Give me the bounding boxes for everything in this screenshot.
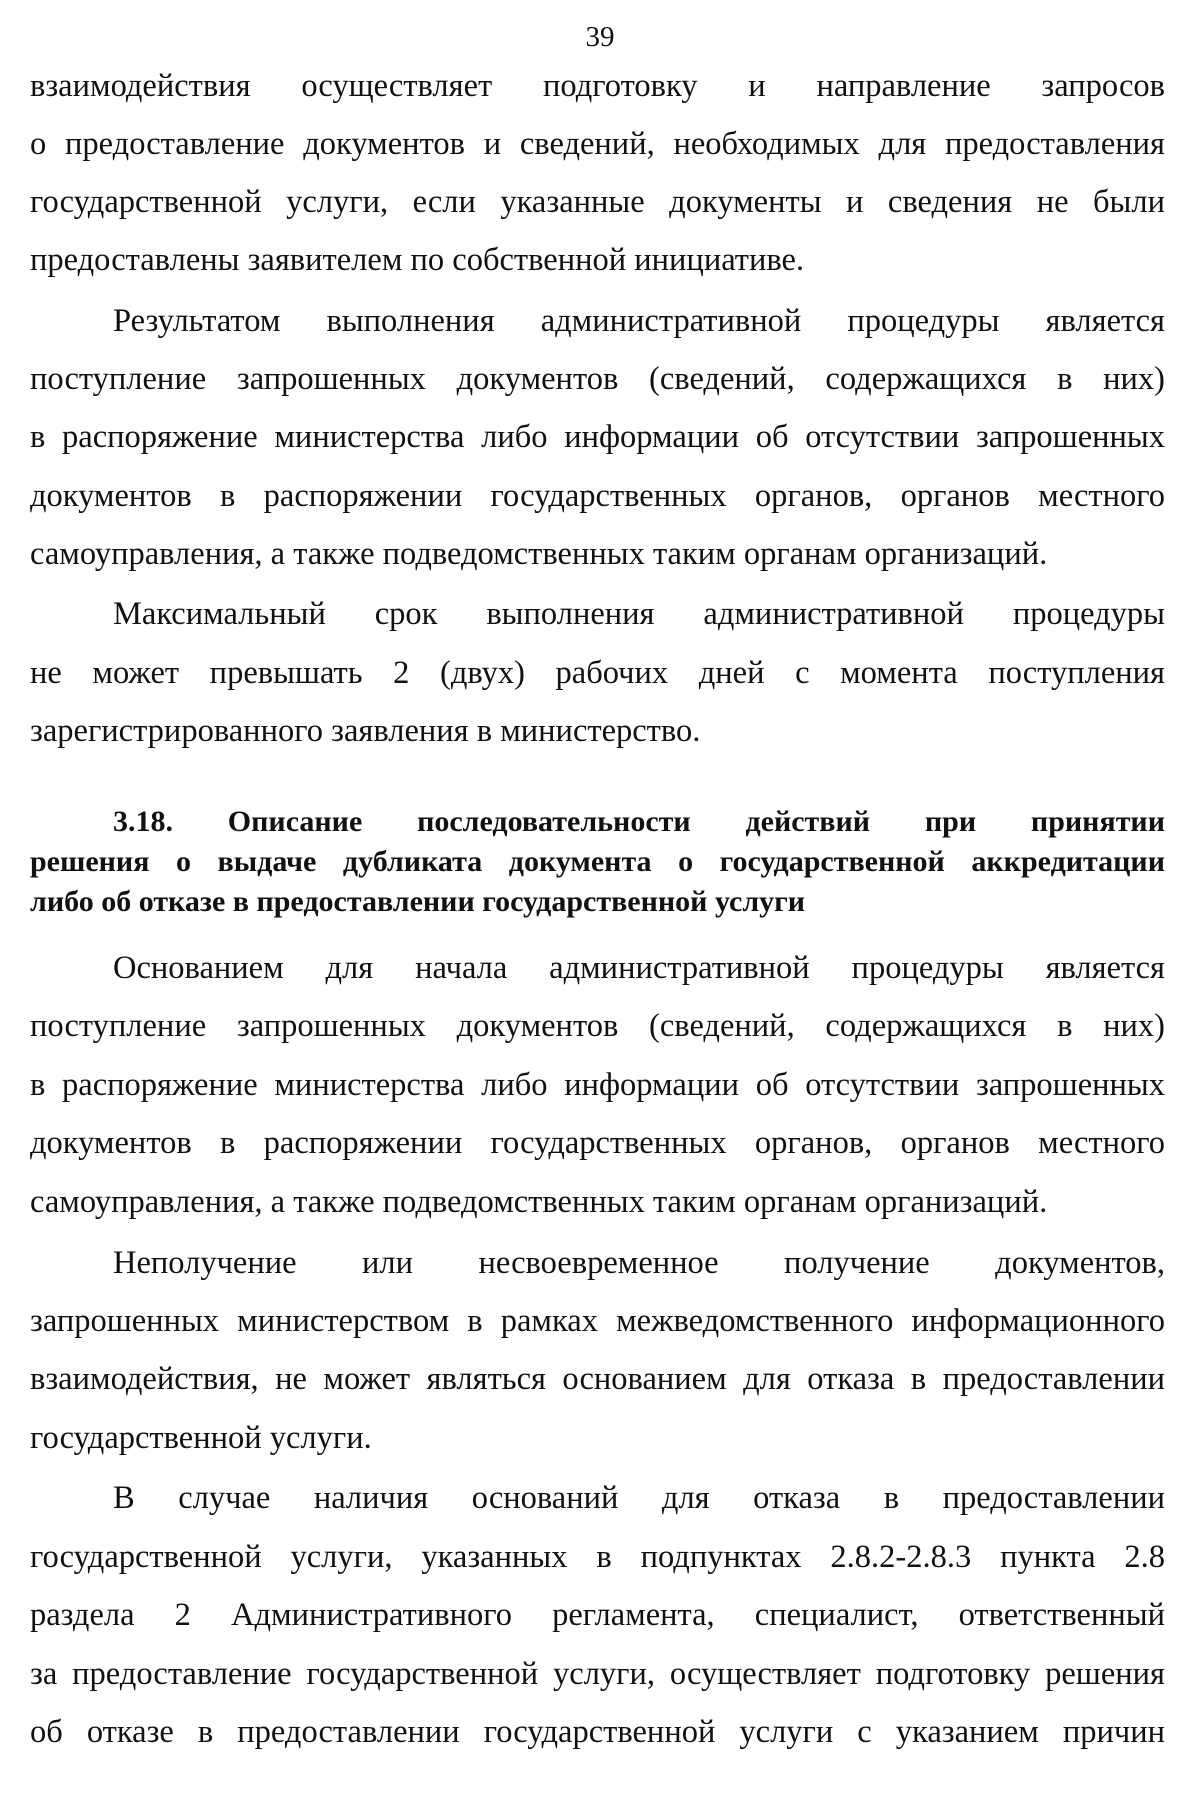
paragraph-line: в распоряжение министерства либо информации об отсутствии запрошенных: [30, 1067, 1165, 1103]
paragraph-line: документов в распоряжении государственных органов, органов местного: [30, 478, 1165, 514]
paragraph-line: за предоставление государственной услуги, осуществляет подготовку решения: [30, 1656, 1165, 1692]
paragraph-line: поступление запрошенных документов (сведений, содержащихся в них): [30, 361, 1165, 397]
paragraph-line: запрошенных министерством в рамках межведомственного информационного: [30, 1303, 1165, 1339]
paragraph-line: Результатом выполнения административной процедуры является: [113, 303, 1165, 339]
paragraph-line: раздела 2 Административного регламента, специалист, ответственный: [30, 1597, 1165, 1633]
section-heading-line: решения о выдаче дубликата документа о государственной аккредитации: [30, 845, 1165, 878]
paragraph-line: зарегистрированного заявления в министерство.: [30, 713, 701, 749]
paragraph-line: взаимодействия осуществляет подготовку и направление запросов: [30, 68, 1165, 104]
paragraph-line: документов в распоряжении государственных органов, органов местного: [30, 1125, 1165, 1161]
section-heading-line: 3.18. Описание последовательности действий при принятии: [113, 805, 1165, 838]
paragraph-line: не может превышать 2 (двух) рабочих дней с момента поступления: [30, 655, 1165, 691]
paragraph-line: Основанием для начала административной процедуры является: [113, 950, 1165, 986]
paragraph-line: государственной услуги.: [30, 1420, 372, 1456]
paragraph-line: государственной услуги, указанных в подпунктах 2.8.2-2.8.3 пункта 2.8: [30, 1539, 1165, 1575]
paragraph-line: о предоставление документов и сведений, необходимых для предоставления: [30, 126, 1165, 162]
paragraph-line: Максимальный срок выполнения административной процедуры: [113, 596, 1165, 632]
page-number: 39: [585, 21, 615, 53]
paragraph-line: об отказе в предоставлении государственной услуги с указанием причин: [30, 1714, 1165, 1750]
paragraph-line: государственной услуги, если указанные документы и сведения не были: [30, 184, 1165, 220]
paragraph-line: предоставлены заявителем по собственной инициативе.: [30, 242, 805, 278]
paragraph-line: В случае наличия оснований для отказа в предоставлении: [113, 1480, 1165, 1516]
paragraph-line: поступление запрошенных документов (сведений, содержащихся в них): [30, 1008, 1165, 1044]
paragraph-line: самоуправления, а также подведомственных таким органам организаций.: [30, 536, 1048, 572]
section-heading-line: либо об отказе в предоставлении государственной услуги: [30, 885, 806, 918]
paragraph-line: самоуправления, а также подведомственных таким органам организаций.: [30, 1184, 1048, 1220]
paragraph-line: Неполучение или несвоевременное получение документов,: [113, 1245, 1165, 1281]
paragraph-line: в распоряжение министерства либо информации об отсутствии запрошенных: [30, 419, 1165, 455]
paragraph-line: взаимодействия, не может являться основанием для отказа в предоставлении: [30, 1361, 1165, 1397]
